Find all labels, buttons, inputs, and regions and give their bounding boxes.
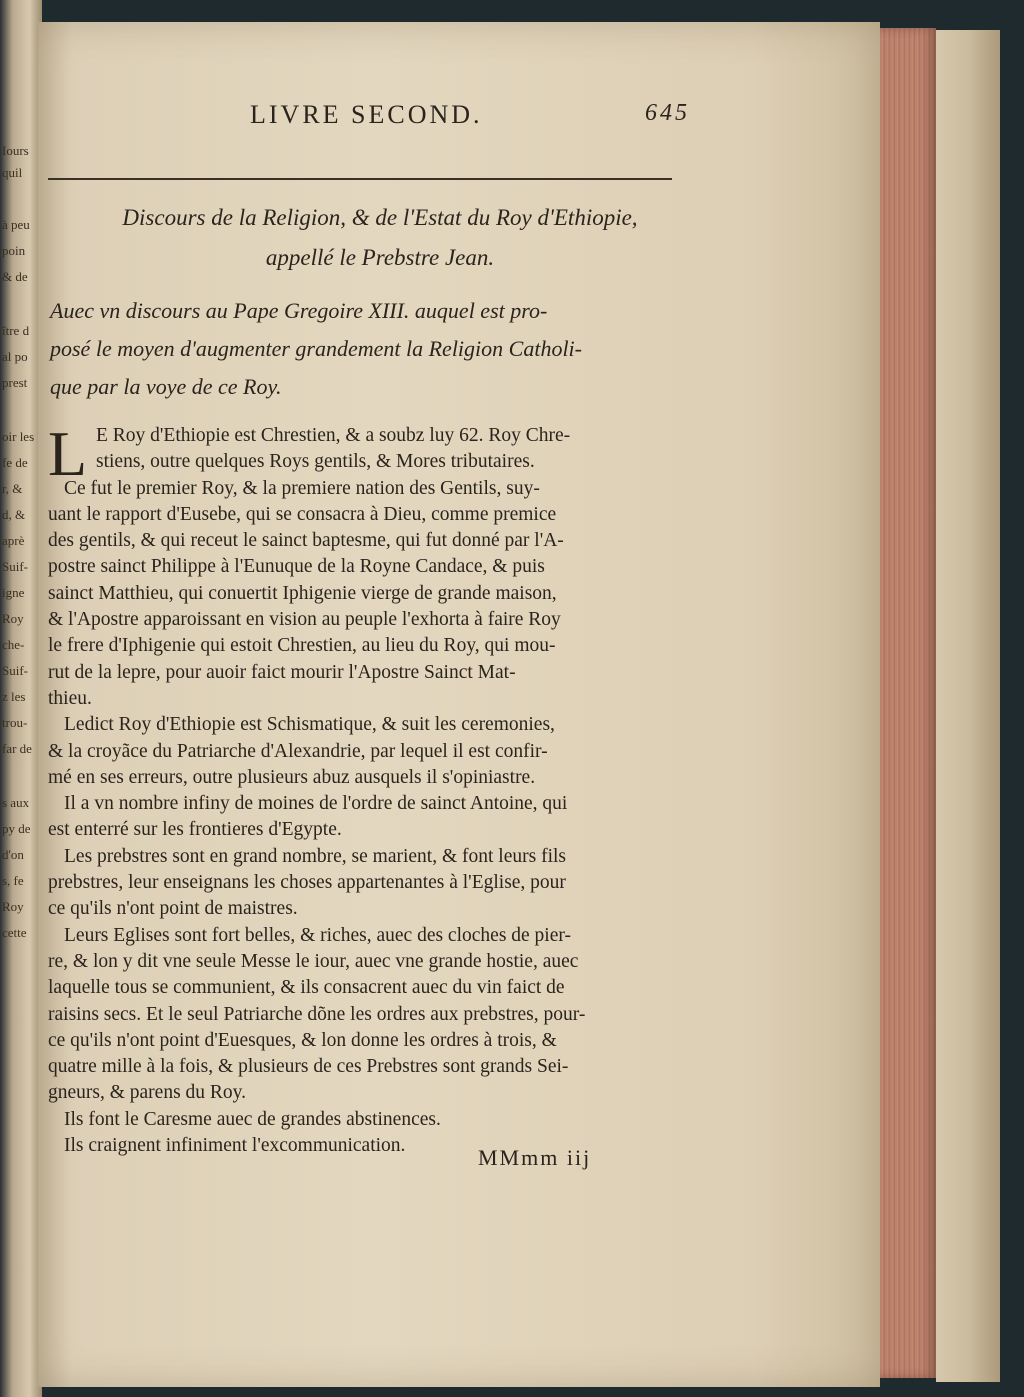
text-line: Ils font le Caresme auec de grandes abstinences. <box>64 1108 441 1130</box>
text-line: raisins secs. Et le seul Patriarche dõne les ordres aux prebstres, pour- <box>48 1003 586 1025</box>
margin-fragment: ître d <box>2 323 30 338</box>
signature-mark: MMmm iij <box>478 1145 592 1170</box>
text-line: Ledict Roy d'Ethiopie est Schismatique, & suit les ceremonies, <box>64 714 555 736</box>
chapter-subheading <box>50 292 700 406</box>
subheading-line: que par la voye de ce Roy. <box>50 374 282 399</box>
margin-fragment: d, & <box>2 507 26 522</box>
header-rule <box>48 178 672 180</box>
text-line: re, & lon y dit vne seule Messe le iour, auec vne grande hostie, auec <box>48 950 579 972</box>
text-line: quatre mille à la fois, & plusieurs de ces Prebstres sont grands Sei- <box>48 1056 569 1078</box>
text-line: Il a vn nombre infiny de moines de l'ordre de sainct Antoine, qui <box>64 793 568 815</box>
margin-fragment: al po <box>2 349 28 364</box>
text-line: le frere d'Iphigenie qui estoit Chrestien, au lieu du Roy, qui mou- <box>48 635 556 657</box>
page-number: 645 <box>645 100 690 126</box>
heading-line: Discours de la Religion, & de l'Estat du Roy d'Ethiopie, <box>122 205 638 230</box>
text-line: E Roy d'Ethiopie est Chrestien, & a soubz luy 62. Roy Chre- <box>96 425 571 446</box>
margin-fragment: trou- <box>2 715 28 730</box>
margin-fragment: Roy <box>2 611 24 626</box>
text-line: mé en ses erreurs, outre plusieurs abuz ausquels il s'opiniastre. <box>48 766 536 788</box>
margin-fragment: z les <box>2 689 26 704</box>
text-line: uant le rapport d'Eusebe, qui se consacra à Dieu, comme premice <box>48 503 557 525</box>
margin-fragment: aprè <box>2 533 25 548</box>
margin-fragment: prest <box>2 375 28 390</box>
margin-fragment: Suif- <box>2 559 28 574</box>
book-cover-edge <box>936 30 1002 1382</box>
background-edge <box>1000 0 1024 1397</box>
text-line: ce qu'ils n'ont point d'Euesques, & lon donne les ordres à trois, & <box>48 1029 557 1051</box>
body-text <box>48 418 700 1159</box>
text-line: & la croyãce du Patriarche d'Alexandrie, par lequel il est confir- <box>48 740 548 762</box>
text-line: gneurs, & parens du Roy. <box>48 1082 247 1104</box>
text-line: thieu. <box>48 687 92 709</box>
margin-fragment: r, & <box>2 481 23 496</box>
text-line: laquelle tous se communient, & ils consacrent auec du vin faict de <box>48 977 565 999</box>
text-line: Les prebstres sont en grand nombre, se marient, & font leurs fils <box>64 845 567 867</box>
text-line: stiens, outre quelques Roys gentils, & Mores tributaires. <box>96 451 535 473</box>
margin-fragment: poin <box>2 243 26 258</box>
text-line: rut de la lepre, pour auoir faict mourir l'Apostre Sainct Mat- <box>48 661 516 683</box>
margin-fragment: fe de <box>2 455 28 470</box>
text-line: ce qu'ils n'ont point de maistres. <box>48 898 298 920</box>
margin-fragment: Iours <box>2 143 29 158</box>
margin-fragment: d'on <box>2 847 24 862</box>
text-line: Ils craignent infiniment l'excommunication. <box>64 1135 406 1157</box>
margin-fragment: Roy <box>2 899 24 914</box>
margin-fragment: Suif- <box>2 663 28 678</box>
margin-fragment: oir les <box>2 429 35 444</box>
text-line: Leurs Eglises sont fort belles, & riches, auec des cloches de pier- <box>64 924 571 946</box>
text-line: sainct Matthieu, qui conuertit Iphigenie vierge de grande maison, <box>48 582 557 604</box>
margin-fragment: far de <box>2 741 32 756</box>
previous-page-edge <box>0 0 42 1397</box>
margin-fragment: quil <box>2 165 23 180</box>
margin-fragment: py de <box>2 821 31 836</box>
header-title: LIVRE SECOND. <box>250 100 483 129</box>
margin-fragment: igne <box>2 585 25 600</box>
text-line: est enterré sur les frontieres d'Egypte. <box>48 819 342 841</box>
subheading-line: Auec vn discours au Pape Gregoire XIII. auquel est pro- <box>50 298 548 323</box>
margin-fragment: cette <box>2 925 27 940</box>
chapter-heading <box>70 198 690 278</box>
text-line: & l'Apostre apparoissant en vision au peuple l'exhorta à faire Roy <box>48 609 561 631</box>
text-line: Ce fut le premier Roy, & la premiere nation des Gentils, suy- <box>64 477 540 499</box>
heading-line: appellé le Prebstre Jean. <box>265 245 495 270</box>
margin-fragment: che- <box>2 637 25 652</box>
drop-cap: L <box>48 418 88 489</box>
text-line: prebstres, leur enseignans les choses appartenantes à l'Eglise, pour <box>48 872 566 894</box>
subheading-line: posé le moyen d'augmenter grandement la Religion Catholi- <box>50 336 582 361</box>
margin-fragment: & de <box>2 269 28 284</box>
margin-fragment: à peu <box>2 217 30 232</box>
margin-fragment: s aux <box>2 795 30 810</box>
text-line: des gentils, & qui receut le sainct baptesme, qui fut donné par l'A- <box>48 530 564 552</box>
margin-fragment: s, fe <box>2 873 24 888</box>
text-line: postre sainct Philippe à l'Eunuque de la Royne Candace, & puis <box>48 556 545 578</box>
